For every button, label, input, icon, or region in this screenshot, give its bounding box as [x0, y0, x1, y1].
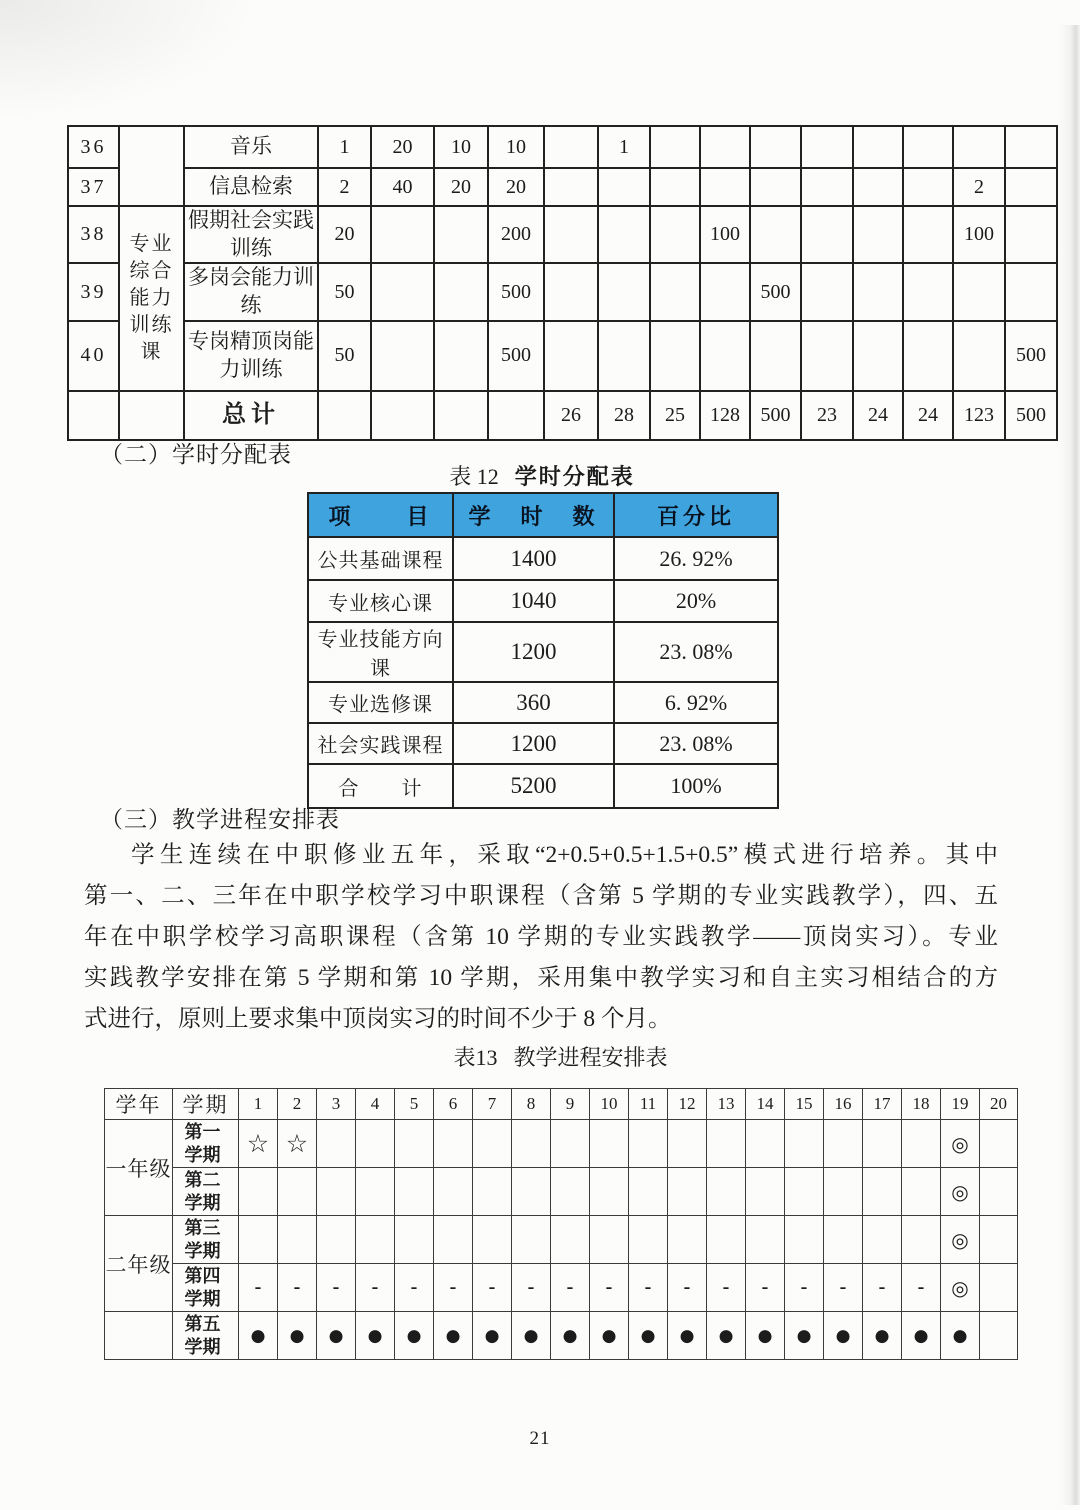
empty-cell [371, 391, 434, 440]
percentage-cell: 23. 08% [614, 622, 778, 682]
empty-week-cell [863, 1120, 902, 1168]
percentage-cell: 26. 92% [614, 537, 778, 580]
dot-mark-cell: ● [434, 1312, 473, 1360]
year-label-cell: 一年级 [105, 1120, 173, 1216]
week-number-cell: 10 [590, 1089, 629, 1120]
dot-mark-cell: ● [629, 1312, 668, 1360]
empty-cell [371, 206, 434, 263]
empty-cell [801, 321, 853, 391]
course-row [68, 206, 1057, 263]
dot-mark-cell: ● [473, 1312, 512, 1360]
empty-week-cell [785, 1120, 824, 1168]
empty-week-cell [980, 1312, 1018, 1360]
empty-cell [650, 168, 700, 206]
empty-week-cell [434, 1168, 473, 1216]
empty-week-cell [317, 1168, 356, 1216]
empty-cell [903, 168, 953, 206]
category-name-cell: 专业技能方向课 [308, 622, 453, 682]
dash-mark-cell: - [785, 1264, 824, 1312]
hours-header-row [308, 493, 778, 537]
semester-label: 第二学期 [184, 1169, 221, 1213]
hours-value-cell: 20 [434, 168, 488, 206]
empty-week-cell [863, 1168, 902, 1216]
dot-mark-cell: ● [395, 1312, 434, 1360]
week-number-cell: 17 [863, 1089, 902, 1120]
hours-value-cell: 50 [318, 321, 371, 391]
table13-caption [104, 1041, 1017, 1072]
dot-mark-cell: ● [824, 1312, 863, 1360]
hours-count-cell: 1400 [453, 537, 614, 580]
empty-week-cell [512, 1120, 551, 1168]
hours-value-cell: 2 [953, 168, 1005, 206]
empty-cell [434, 263, 488, 320]
dash-mark-cell: - [863, 1264, 902, 1312]
dash-mark-cell: - [434, 1264, 473, 1312]
hours-value-cell: 28 [598, 391, 650, 440]
hours-value-cell: 200 [488, 206, 544, 263]
empty-week-cell [668, 1168, 707, 1216]
category-cell-empty [119, 126, 184, 206]
item-header-cell: 项 目 [308, 493, 453, 537]
week-number-cell: 16 [824, 1089, 863, 1120]
empty-week-cell [980, 1120, 1018, 1168]
empty-week-cell [278, 1216, 317, 1264]
paragraph-line: 实践教学安排在第 5 学期和第 10 学期，采用集中教学实习和自主实习相结合的方 [84, 965, 998, 991]
training-mode-paragraph [84, 835, 998, 1040]
empty-cell [544, 206, 598, 263]
dash-mark-cell: - [473, 1264, 512, 1312]
semester-label: 第五学期 [184, 1313, 221, 1357]
empty-week-cell [824, 1168, 863, 1216]
empty-week-cell [668, 1216, 707, 1264]
week-number-cell: 19 [941, 1089, 980, 1120]
week-number-cell: 12 [668, 1089, 707, 1120]
star-mark-cell: ☆ [278, 1120, 317, 1168]
empty-week-cell [590, 1120, 629, 1168]
hours-count-cell: 1200 [453, 622, 614, 682]
hours-value-cell: 1 [318, 126, 371, 168]
dash-mark-cell: - [239, 1264, 278, 1312]
empty-cell [371, 321, 434, 391]
dash-mark-cell: - [707, 1264, 746, 1312]
week-number-cell: 11 [629, 1089, 668, 1120]
percentage-cell: 100% [614, 764, 778, 808]
empty-week-cell [434, 1216, 473, 1264]
hours-row [308, 764, 778, 808]
course-row [68, 263, 1057, 320]
empty-week-cell [902, 1120, 941, 1168]
empty-week-cell [278, 1168, 317, 1216]
empty-cell [650, 263, 700, 320]
empty-cell [903, 263, 953, 320]
hours-value-cell: 500 [488, 263, 544, 320]
semester-label: 第三学期 [184, 1217, 221, 1261]
percentage-cell: 23. 08% [614, 723, 778, 764]
table12-caption-number: 表 12 [449, 464, 499, 489]
total-row [68, 391, 1057, 440]
table13-caption-number: 表13 [453, 1045, 498, 1070]
hours-value-cell: 24 [903, 391, 953, 440]
dot-mark-cell: ● [941, 1312, 980, 1360]
semester-row [105, 1120, 1018, 1168]
empty-week-cell [590, 1168, 629, 1216]
category-name-cell: 合 计 [308, 764, 453, 808]
empty-cell [544, 321, 598, 391]
empty-cell [700, 126, 750, 168]
empty-cell [598, 321, 650, 391]
empty-cell [801, 126, 853, 168]
empty-cell [700, 321, 750, 391]
section-heading-schedule: （三）教学进程安排表 [100, 807, 340, 832]
dash-mark-cell: - [317, 1264, 356, 1312]
dot-mark-cell: ● [668, 1312, 707, 1360]
semester-row [105, 1264, 1018, 1312]
empty-cell [650, 126, 700, 168]
hours-value-cell: 100 [700, 206, 750, 263]
empty-cell [544, 168, 598, 206]
empty-week-cell [707, 1120, 746, 1168]
section-heading-hours: （二）学时分配表 [100, 442, 292, 467]
dot-mark-cell: ● [785, 1312, 824, 1360]
hours-value-cell: 500 [750, 263, 801, 320]
empty-week-cell [239, 1216, 278, 1264]
dot-mark-cell: ● [278, 1312, 317, 1360]
empty-cell [801, 168, 853, 206]
percentage-cell: 20% [614, 580, 778, 622]
course-name-cell: 音乐 [184, 126, 318, 168]
hours-value-cell: 500 [750, 391, 801, 440]
empty-cell [434, 321, 488, 391]
hours-count-cell: 5200 [453, 764, 614, 808]
week-number-cell: 3 [317, 1089, 356, 1120]
dot-mark-cell: ● [551, 1312, 590, 1360]
table12-caption-title: 学时分配表 [514, 464, 635, 489]
empty-week-cell [356, 1216, 395, 1264]
empty-cell [1005, 168, 1057, 206]
hours-value-cell: 20 [488, 168, 544, 206]
empty-week-cell [395, 1168, 434, 1216]
hours-header-cell: 学 时 数 [453, 493, 614, 537]
empty-cell [1005, 126, 1057, 168]
row-number-cell: 37 [68, 168, 119, 206]
week-number-cell: 6 [434, 1089, 473, 1120]
total-label-cell: 总计 [184, 391, 318, 440]
empty-cell [801, 206, 853, 263]
empty-week-cell [629, 1120, 668, 1168]
dot-mark-cell: ● [707, 1312, 746, 1360]
empty-cell [750, 126, 801, 168]
dash-mark-cell: - [902, 1264, 941, 1312]
hours-value-cell: 20 [318, 206, 371, 263]
percent-header-cell: 百分比 [614, 493, 778, 537]
category-cell-empty [119, 391, 184, 440]
empty-week-cell [902, 1216, 941, 1264]
empty-cell [434, 206, 488, 263]
course-name-cell: 多岗会能力训练 [184, 263, 318, 320]
empty-cell [371, 263, 434, 320]
empty-week-cell [980, 1264, 1018, 1312]
empty-week-cell [707, 1216, 746, 1264]
empty-week-cell [980, 1216, 1018, 1264]
hours-count-cell: 1200 [453, 723, 614, 764]
empty-cell [1005, 206, 1057, 263]
dash-mark-cell: - [824, 1264, 863, 1312]
dot-mark-cell: ● [239, 1312, 278, 1360]
empty-week-cell [239, 1168, 278, 1216]
empty-cell [853, 168, 903, 206]
week-number-cell: 5 [395, 1089, 434, 1120]
empty-week-cell [746, 1168, 785, 1216]
dash-mark-cell: - [746, 1264, 785, 1312]
empty-cell [903, 126, 953, 168]
paragraph-line: 学生连续在中职修业五年，采取“2+0.5+0.5+1.5+0.5”模式进行培养。其中 [131, 842, 998, 868]
empty-week-cell [629, 1216, 668, 1264]
hours-value-cell: 10 [488, 126, 544, 168]
category-cell [119, 206, 184, 391]
empty-cell [488, 391, 544, 440]
table13-caption-title: 教学进程安排表 [513, 1045, 668, 1070]
photo-corner-shadow [0, 0, 260, 120]
empty-week-cell [434, 1120, 473, 1168]
ring-mark-cell: ◎ [941, 1216, 980, 1264]
semester-label-cell [173, 1168, 239, 1216]
empty-cell [903, 321, 953, 391]
empty-cell [598, 168, 650, 206]
semester-label-cell [173, 1312, 239, 1360]
empty-week-cell [473, 1216, 512, 1264]
schedule-header-row [105, 1089, 1018, 1120]
empty-week-cell [473, 1120, 512, 1168]
hours-value-cell: 1 [598, 126, 650, 168]
row-number-cell: 38 [68, 206, 119, 263]
star-mark-cell: ☆ [239, 1120, 278, 1168]
category-name-cell: 社会实践课程 [308, 723, 453, 764]
dash-mark-cell: - [512, 1264, 551, 1312]
hours-value-cell: 26 [544, 391, 598, 440]
dot-mark-cell: ● [317, 1312, 356, 1360]
empty-week-cell [590, 1216, 629, 1264]
row-number-cell: 36 [68, 126, 119, 168]
empty-week-cell [629, 1168, 668, 1216]
week-number-cell: 9 [551, 1089, 590, 1120]
hours-row [308, 537, 778, 580]
semester-label-cell [173, 1120, 239, 1168]
empty-week-cell [824, 1216, 863, 1264]
empty-week-cell [980, 1168, 1018, 1216]
row-number-cell: 39 [68, 263, 119, 320]
paragraph-line: 式进行，原则上要求集中顶岗实习的时间不少于 8 个月。 [84, 1006, 672, 1032]
empty-week-cell [707, 1168, 746, 1216]
course-row [68, 126, 1057, 168]
empty-cell [953, 126, 1005, 168]
empty-cell [953, 263, 1005, 320]
hours-count-cell: 1040 [453, 580, 614, 622]
empty-week-cell [668, 1120, 707, 1168]
empty-week-cell [356, 1168, 395, 1216]
empty-week-cell [512, 1168, 551, 1216]
table12-caption [307, 460, 777, 491]
year-header-cell: 学年 [105, 1089, 173, 1120]
semester-label: 第四学期 [184, 1265, 221, 1309]
year-label-cell-empty [105, 1312, 173, 1360]
dash-mark-cell: - [356, 1264, 395, 1312]
hours-value-cell: 500 [1005, 391, 1057, 440]
ring-mark-cell: ◎ [941, 1264, 980, 1312]
hours-value-cell: 128 [700, 391, 750, 440]
hours-value-cell: 10 [434, 126, 488, 168]
year-label-cell: 二年级 [105, 1216, 173, 1312]
empty-cell [434, 391, 488, 440]
week-number-cell: 20 [980, 1089, 1018, 1120]
semester-header-cell: 学期 [173, 1089, 239, 1120]
category-name-cell: 公共基础课程 [308, 537, 453, 580]
semester-label: 第一学期 [184, 1121, 221, 1165]
dot-mark-cell: ● [863, 1312, 902, 1360]
week-number-cell: 18 [902, 1089, 941, 1120]
empty-week-cell [746, 1120, 785, 1168]
empty-week-cell [356, 1120, 395, 1168]
hours-value-cell: 500 [488, 321, 544, 391]
dot-mark-cell: ● [590, 1312, 629, 1360]
course-name-cell: 信息检索 [184, 168, 318, 206]
empty-cell [953, 321, 1005, 391]
empty-cell [700, 168, 750, 206]
hours-row [308, 622, 778, 682]
week-number-cell: 1 [239, 1089, 278, 1120]
empty-week-cell [317, 1120, 356, 1168]
dash-mark-cell: - [668, 1264, 707, 1312]
hours-value-cell: 500 [1005, 321, 1057, 391]
course-row [68, 168, 1057, 206]
hours-count-cell: 360 [453, 682, 614, 723]
hours-value-cell: 40 [371, 168, 434, 206]
course-name-cell: 假期社会实践训练 [184, 206, 318, 263]
empty-cell [750, 206, 801, 263]
empty-week-cell [785, 1216, 824, 1264]
photo-edge-shadow [1058, 25, 1080, 1505]
paragraph-line: 年在中职学校学习高职课程（含第 10 学期的专业实践教学——顶岗实习）。专业 [84, 924, 998, 950]
empty-cell [598, 263, 650, 320]
hours-value-cell: 20 [371, 126, 434, 168]
empty-cell [1005, 263, 1057, 320]
week-number-cell: 2 [278, 1089, 317, 1120]
empty-week-cell [473, 1168, 512, 1216]
week-number-cell: 7 [473, 1089, 512, 1120]
hours-value-cell: 100 [953, 206, 1005, 263]
empty-week-cell [317, 1216, 356, 1264]
empty-cell [700, 263, 750, 320]
hours-value-cell: 25 [650, 391, 700, 440]
dash-mark-cell: - [590, 1264, 629, 1312]
dot-mark-cell: ● [902, 1312, 941, 1360]
percentage-cell: 6. 92% [614, 682, 778, 723]
empty-week-cell [395, 1120, 434, 1168]
week-number-cell: 13 [707, 1089, 746, 1120]
hours-distribution-table [307, 492, 779, 809]
hours-value-cell: 23 [801, 391, 853, 440]
dash-mark-cell: - [629, 1264, 668, 1312]
empty-week-cell [512, 1216, 551, 1264]
empty-week-cell [746, 1216, 785, 1264]
semester-row [105, 1312, 1018, 1360]
hours-value-cell: 24 [853, 391, 903, 440]
empty-cell [853, 321, 903, 391]
empty-week-cell [902, 1168, 941, 1216]
semester-row [105, 1216, 1018, 1264]
dash-mark-cell: - [551, 1264, 590, 1312]
category-name-cell: 专业核心课 [308, 580, 453, 622]
curriculum-hours-table-fragment [67, 125, 1058, 441]
hours-row [308, 682, 778, 723]
empty-week-cell [824, 1120, 863, 1168]
empty-cell [853, 126, 903, 168]
dot-mark-cell: ● [512, 1312, 551, 1360]
empty-cell [750, 168, 801, 206]
empty-cell [853, 206, 903, 263]
semester-label-cell [173, 1216, 239, 1264]
empty-cell [544, 126, 598, 168]
dash-mark-cell: - [278, 1264, 317, 1312]
semester-row [105, 1168, 1018, 1216]
empty-week-cell [395, 1216, 434, 1264]
week-number-cell: 14 [746, 1089, 785, 1120]
week-number-cell: 4 [356, 1089, 395, 1120]
page-number: 21 [529, 1428, 551, 1449]
course-row [68, 321, 1057, 391]
paragraph-line: 第一、二、三年在中职学校学习中职课程（含第 5 学期的专业实践教学），四、五 [84, 883, 998, 909]
week-number-cell: 15 [785, 1089, 824, 1120]
empty-cell [598, 206, 650, 263]
dash-mark-cell: - [395, 1264, 434, 1312]
row-number-cell [68, 391, 119, 440]
empty-cell [750, 321, 801, 391]
week-number-cell: 8 [512, 1089, 551, 1120]
empty-cell [544, 263, 598, 320]
hours-value-cell: 123 [953, 391, 1005, 440]
hours-value-cell: 50 [318, 263, 371, 320]
ring-mark-cell: ◎ [941, 1168, 980, 1216]
empty-week-cell [785, 1168, 824, 1216]
course-name-cell: 专岗精顶岗能力训练 [184, 321, 318, 391]
empty-cell [318, 391, 371, 440]
empty-cell [853, 263, 903, 320]
dot-mark-cell: ● [356, 1312, 395, 1360]
dot-mark-cell: ● [746, 1312, 785, 1360]
teaching-schedule-table [104, 1088, 1018, 1360]
hours-row [308, 580, 778, 622]
empty-cell [650, 321, 700, 391]
row-number-cell: 40 [68, 321, 119, 391]
empty-week-cell [863, 1216, 902, 1264]
category-name-cell: 专业选修课 [308, 682, 453, 723]
hours-row [308, 723, 778, 764]
empty-cell [801, 263, 853, 320]
empty-cell [650, 206, 700, 263]
ring-mark-cell: ◎ [941, 1120, 980, 1168]
empty-week-cell [551, 1168, 590, 1216]
category-label: 专业综合能力训练课 [129, 232, 174, 363]
empty-week-cell [551, 1120, 590, 1168]
semester-label-cell [173, 1264, 239, 1312]
empty-cell [903, 206, 953, 263]
empty-week-cell [551, 1216, 590, 1264]
hours-value-cell: 2 [318, 168, 371, 206]
